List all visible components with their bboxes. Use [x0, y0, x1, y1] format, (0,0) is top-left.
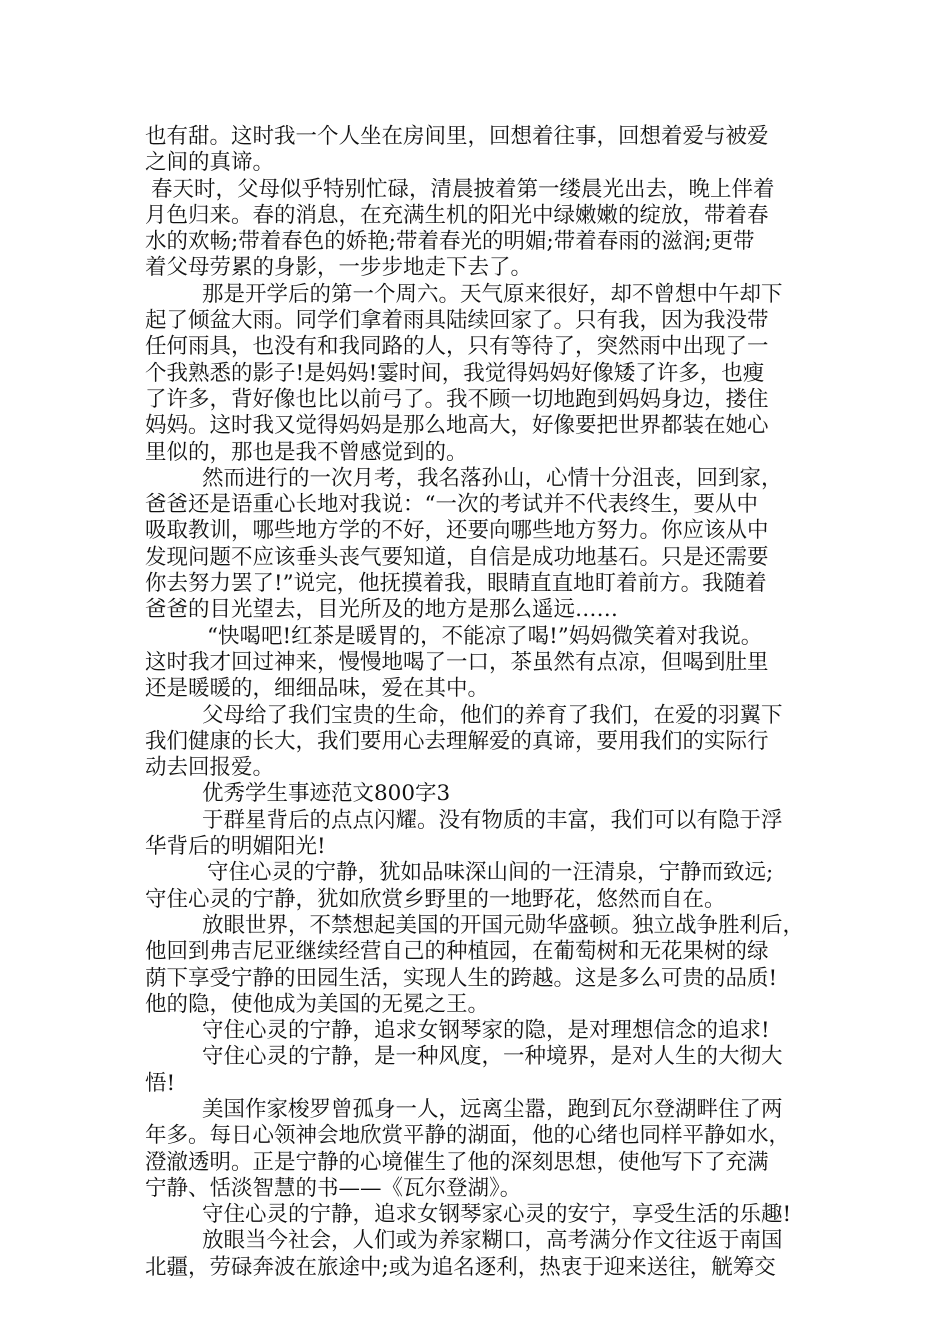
text-line: 守住心灵的宁静，是一种风度，一种境界，是对人生的大彻大: [202, 1044, 783, 1070]
text-line: 也有甜。这时我一个人坐在房间里，回想着往事，回想着爱与被爱: [145, 124, 769, 149]
text-line: 我们健康的长大，我们要用心去理解爱的真谛，要用我们的实际行: [145, 728, 769, 754]
text-line: 春天时，父母似乎特别忙碌，清晨披着第一缕晨光出去，晚上伴着: [151, 176, 775, 202]
text-line: 澄澈透明。正是宁静的心境催生了他的深刻思想，使他写下了充满: [145, 1149, 769, 1175]
text-line: 之间的真谛。: [145, 150, 275, 176]
text-line: 爸爸还是语重心长地对我说：“一次的考试并不代表终生，要从中: [145, 492, 758, 518]
text-line: 他回到弗吉尼亚继续经营自己的种植园，在葡萄树和无花果树的绿: [145, 939, 769, 965]
text-line: 里似的，那也是我不曾感觉到的。: [145, 439, 468, 465]
document-body-text: [145, 124, 810, 1281]
text-line: 北疆，劳碌奔波在旅途中;或为追名逐利，热衷于迎来送往，觥筹交: [145, 1254, 776, 1280]
text-line: 爸爸的目光望去，目光所及的地方是那么遥远……: [145, 597, 619, 623]
text-line: 然而进行的一次月考，我名落孙山，心情十分沮丧，回到家，: [202, 465, 783, 491]
text-line: 妈妈。这时我又觉得妈妈是那么地高大，好像要把世界都装在她心: [145, 413, 769, 439]
text-line: 动去回报爱。: [145, 755, 275, 781]
text-line: 于群星背后的点点闪耀。没有物质的丰富，我们可以有隐于浮: [202, 807, 783, 833]
text-line: 荫下享受宁静的田园生活，实现人生的跨越。这是多么可贵的品质!: [145, 965, 778, 991]
text-line: 父母给了我们宝贵的生命，他们的养育了我们，在爱的羽翼下: [202, 702, 783, 728]
text-line: 你去努力罢了!”说完，他抚摸着我，眼睛直直地盯着前方。我随着: [145, 571, 767, 597]
text-line: 宁静、恬淡智慧的书——《瓦尔登湖》。: [145, 1175, 522, 1201]
text-line: 放眼当今社会，人们或为养家糊口，高考满分作文往返于南国: [202, 1228, 783, 1254]
text-line: 个我熟悉的影子!是妈妈!霎时间，我觉得妈妈好像矮了许多，也瘦: [145, 360, 765, 386]
text-line: 吸取教训，哪些地方学的不好，还要向哪些地方努力。你应该从中: [145, 518, 769, 544]
text-line: 美国作家梭罗曾孤身一人，远离尘嚣，跑到瓦尔登湖畔住了两: [202, 1096, 783, 1122]
text-line: 年多。每日心领神会地欣赏平静的湖面，他的心绪也同样平静如水，: [145, 1123, 791, 1149]
text-line: 发现问题不应该垂头丧气要知道，自信是成功地基石。只是还需要: [145, 544, 769, 570]
text-line: 这时我才回过神来，慢慢地喝了一口，茶虽然有点凉，但喝到肚里: [145, 649, 769, 675]
text-line: 悟!: [145, 1070, 176, 1096]
text-line: 月色归来。春的消息，在充满生机的阳光中绿嫩嫩的绽放，带着春: [145, 202, 769, 228]
text-line: 放眼世界，不禁想起美国的开国元勋华盛顿。独立战争胜利后，: [202, 912, 805, 938]
text-line: 了许多，背好像也比以前弓了。我不顾一切地跑到妈妈身边，搂住: [145, 386, 769, 412]
text-line: 守住心灵的宁静，犹如欣赏乡野里的一地野花，悠然而自在。: [145, 886, 726, 912]
text-line: 着父母劳累的身影，一步步地走下去了。: [145, 255, 533, 281]
text-line: 那是开学后的第一个周六。天气原来很好，却不曾想中午却下: [202, 281, 783, 307]
text-line: 华背后的明媚阳光!: [145, 834, 326, 860]
text-line: “快喝吧!红茶是暖胃的，不能凉了喝!”妈妈微笑着对我说。: [207, 623, 763, 649]
text-line: 守住心灵的宁静，追求女钢琴家心灵的安宁，享受生活的乐趣!: [202, 1202, 792, 1228]
text-line: 任何雨具，也没有和我同路的人，只有等待了，突然雨中出现了一: [145, 334, 769, 360]
text-line: 还是暖暖的，细细品味，爱在其中。: [145, 676, 490, 702]
text-line: 水的欢畅;带着春色的娇艳;带着春光的明媚;带着春雨的滋润;更带: [145, 229, 755, 255]
text-line: 守住心灵的宁静，追求女钢琴家的隐，是对理想信念的追求!: [202, 1018, 770, 1044]
text-line: 优秀学生事迹范文800字3: [202, 781, 451, 807]
text-line: 他的隐，使他成为美国的无冕之王。: [145, 991, 490, 1017]
text-line: 守住心灵的宁静，犹如品味深山间的一汪清泉，宁静而致远;: [207, 860, 774, 886]
text-line: 起了倾盆大雨。同学们拿着雨具陆续回家了。只有我，因为我没带: [145, 308, 769, 334]
